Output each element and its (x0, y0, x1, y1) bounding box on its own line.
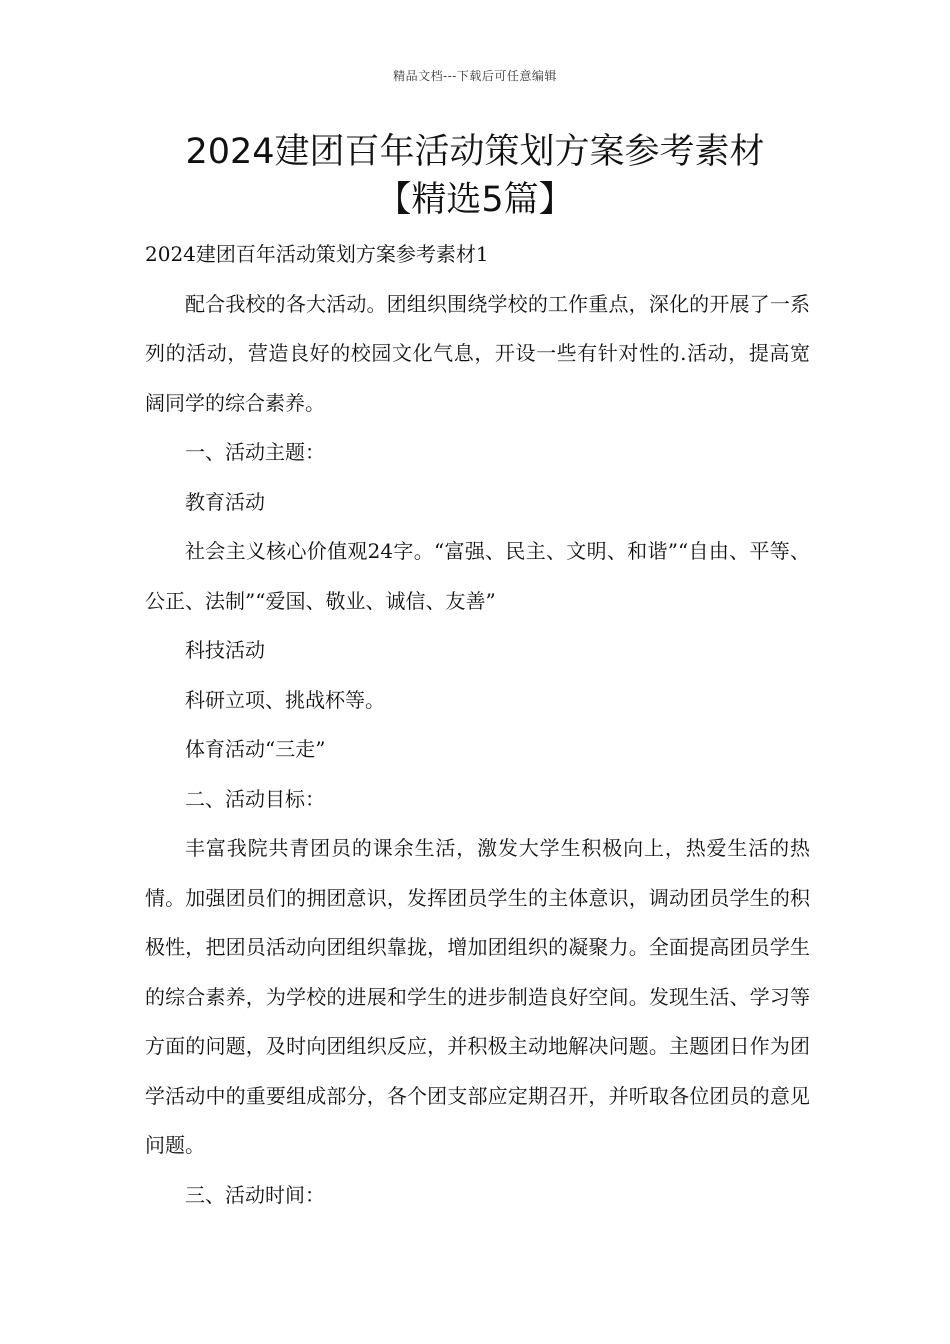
document-body (145, 230, 810, 1220)
section-1-heading: 一、活动主题： (185, 440, 325, 464)
title-line-2: 【精选5篇】 (376, 180, 574, 220)
edu-activity-text: 社会主义核心价值观24字。“富强、民主、文明、和谐”“自由、平等、公正、法制”“爱国、敬业、诚信、友善” (145, 539, 810, 613)
section-3-heading: 三、活动时间： (185, 1182, 325, 1207)
tech-activity-text: 科研立项、挑战杯等。 (185, 687, 385, 712)
section-subtitle: 2024建团百年活动策划方案参考素材1 (145, 242, 489, 266)
document-title (120, 128, 830, 224)
edu-activity-heading: 教育活动 (185, 489, 265, 514)
section-2-heading: 二、活动目标： (185, 786, 325, 811)
goal-paragraph: 丰富我院共青团员的课余生活，激发大学生积极向上，热爱生活的热情。加强团员们的拥团意识，发挥团员学生的主体意识，调动团员学生的积极性，把团员活动向团组织靠拢，增加团组织的凝聚力。全面提高团员学生的综合素养，为学校的进展和学生的进步制造良好空间。发现生活、学习等方面的问题，及时向团组织反应，并积极主动地解决问题。主题团日作为团学活动中的重要组成部分，各个团支部应定期召开，并听取各位团员的意见问题。 (145, 836, 810, 1157)
intro-paragraph: 配合我校的各大活动。团组织围绕学校的工作重点，深化的开展了一系列的活动，营造良好的校园文化气息，开设一些有针对性的.活动，提高宽阔同学的综合素养。 (145, 291, 810, 415)
sports-activity-heading: 体育活动“三走” (185, 737, 326, 761)
title-line-1: 2024建团百年活动策划方案参考素材 (185, 132, 765, 172)
header-note: 精品文档---下载后可任意编辑 (393, 69, 557, 83)
tech-activity-heading: 科技活动 (185, 638, 265, 662)
